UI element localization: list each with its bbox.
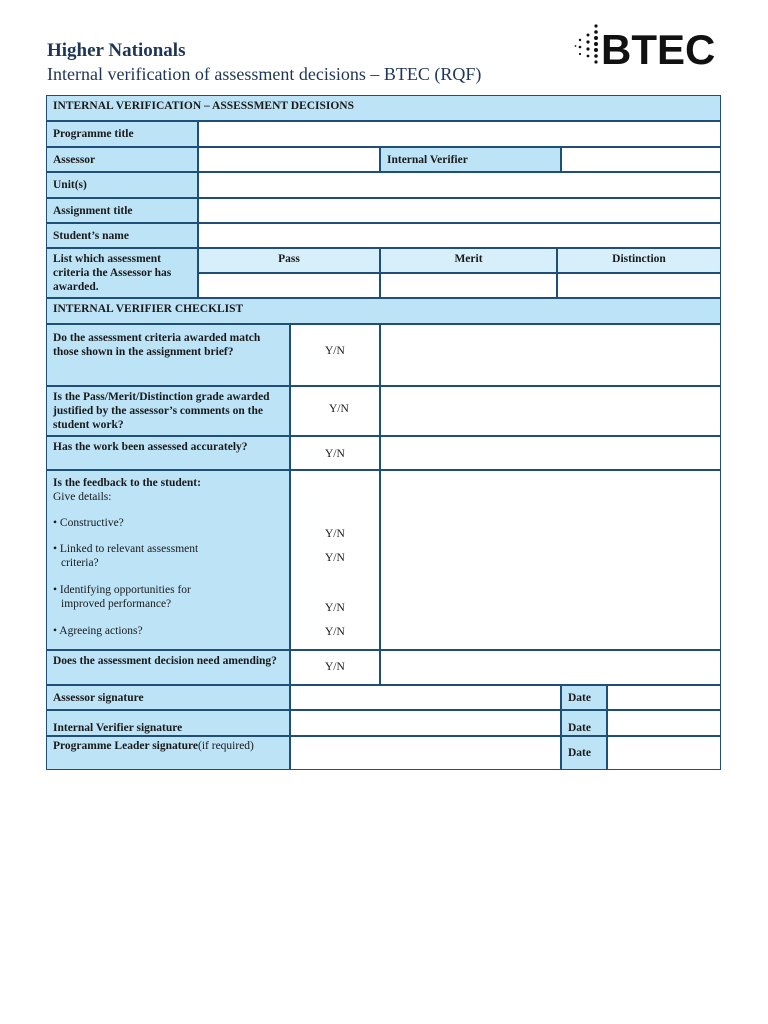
comment-feedback[interactable]: [380, 470, 721, 650]
logo-text: BTEC: [601, 26, 716, 72]
merit-header: Merit: [380, 248, 557, 273]
pass-field[interactable]: [198, 273, 380, 298]
distinction-header: Distinction: [557, 248, 721, 273]
feedback-opportunities-2: improved performance?: [61, 598, 172, 610]
feedback-linked-2: criteria?: [61, 557, 99, 569]
question-criteria-match: Do the assessment criteria awarded match those shown in the assignment brief?: [46, 324, 290, 386]
section-assessment-decisions-header: INTERNAL VERIFICATION – ASSESSMENT DECISIONS: [46, 95, 721, 121]
units-label: Unit(s): [46, 172, 198, 198]
assessor-field[interactable]: [198, 147, 380, 172]
leader-signature-label: [46, 736, 290, 770]
feedback-give-details: Give details:: [53, 491, 112, 503]
feedback-constructive: • Constructive?: [53, 517, 124, 529]
yn-agreeing[interactable]: Y/N: [325, 626, 345, 638]
assessor-date-field[interactable]: [607, 685, 721, 710]
yn-linked[interactable]: Y/N: [325, 552, 345, 564]
verifier-signature-field[interactable]: [290, 710, 561, 736]
programme-title-field[interactable]: [198, 121, 721, 147]
assessor-label: Assessor: [46, 147, 198, 172]
feedback-linked: • Linked to relevant assessment: [53, 543, 199, 555]
assessor-signature-label: Assessor signature: [46, 685, 290, 710]
page-subtitle: Internal verification of assessment decisions – BTEC (RQF): [47, 64, 482, 84]
assignment-title-label: Assignment title: [46, 198, 198, 223]
yn-feedback[interactable]: [290, 470, 380, 650]
leader-date-label: Date: [561, 736, 607, 770]
internal-verifier-field[interactable]: [561, 147, 721, 172]
programme-title-label: Programme title: [46, 121, 198, 147]
question-decision-amending: Does the assessment decision need amending?: [46, 650, 290, 685]
comment-criteria-match[interactable]: [380, 324, 721, 386]
page-title: Higher Nationals: [47, 40, 186, 61]
pass-header: Pass: [198, 248, 380, 273]
question-assessed-accurately: Has the work been assessed accurately?: [46, 436, 290, 470]
leader-signature-field[interactable]: [290, 736, 561, 770]
question-grade-justified: Is the Pass/Merit/Distinction grade awarded justified by the assessor’s comments on the student work?: [46, 386, 290, 436]
verifier-date-label: Date: [561, 710, 607, 736]
student-name-field[interactable]: [198, 223, 721, 248]
leader-signature-note: (if required): [198, 740, 254, 752]
assessor-date-label: Date: [561, 685, 607, 710]
btec-logo: [574, 22, 724, 72]
merit-field[interactable]: [380, 273, 557, 298]
leader-signature-text: Programme Leader signature: [53, 740, 199, 752]
yn-grade-justified[interactable]: Y/N: [290, 386, 380, 436]
checklist-header: INTERNAL VERIFIER CHECKLIST: [46, 298, 721, 324]
student-name-label: Student’s name: [46, 223, 198, 248]
yn-constructive[interactable]: Y/N: [325, 528, 345, 540]
units-field[interactable]: [198, 172, 721, 198]
criteria-awarded-label: List which assessment criteria the Assessor has awarded.: [46, 248, 198, 298]
feedback-title: Is the feedback to the student:: [53, 477, 201, 489]
yn-assessed-accurately[interactable]: Y/N: [290, 436, 380, 470]
verifier-signature-label: Internal Verifier signature: [46, 710, 290, 736]
comment-decision-amending[interactable]: [380, 650, 721, 685]
comment-assessed-accurately[interactable]: [380, 436, 721, 470]
question-feedback: [46, 470, 290, 650]
assessor-signature-field[interactable]: [290, 685, 561, 710]
verifier-date-field[interactable]: [607, 710, 721, 736]
yn-criteria-match[interactable]: Y/N: [290, 324, 380, 386]
yn-opportunities[interactable]: Y/N: [325, 602, 345, 614]
comment-grade-justified[interactable]: [380, 386, 721, 436]
distinction-field[interactable]: [557, 273, 721, 298]
internal-verifier-label: Internal Verifier: [380, 147, 561, 172]
yn-decision-amending[interactable]: Y/N: [290, 650, 380, 685]
feedback-agreeing: • Agreeing actions?: [53, 625, 143, 637]
feedback-opportunities: • Identifying opportunities for: [53, 584, 191, 596]
assignment-title-field[interactable]: [198, 198, 721, 223]
leader-date-field[interactable]: [607, 736, 721, 770]
